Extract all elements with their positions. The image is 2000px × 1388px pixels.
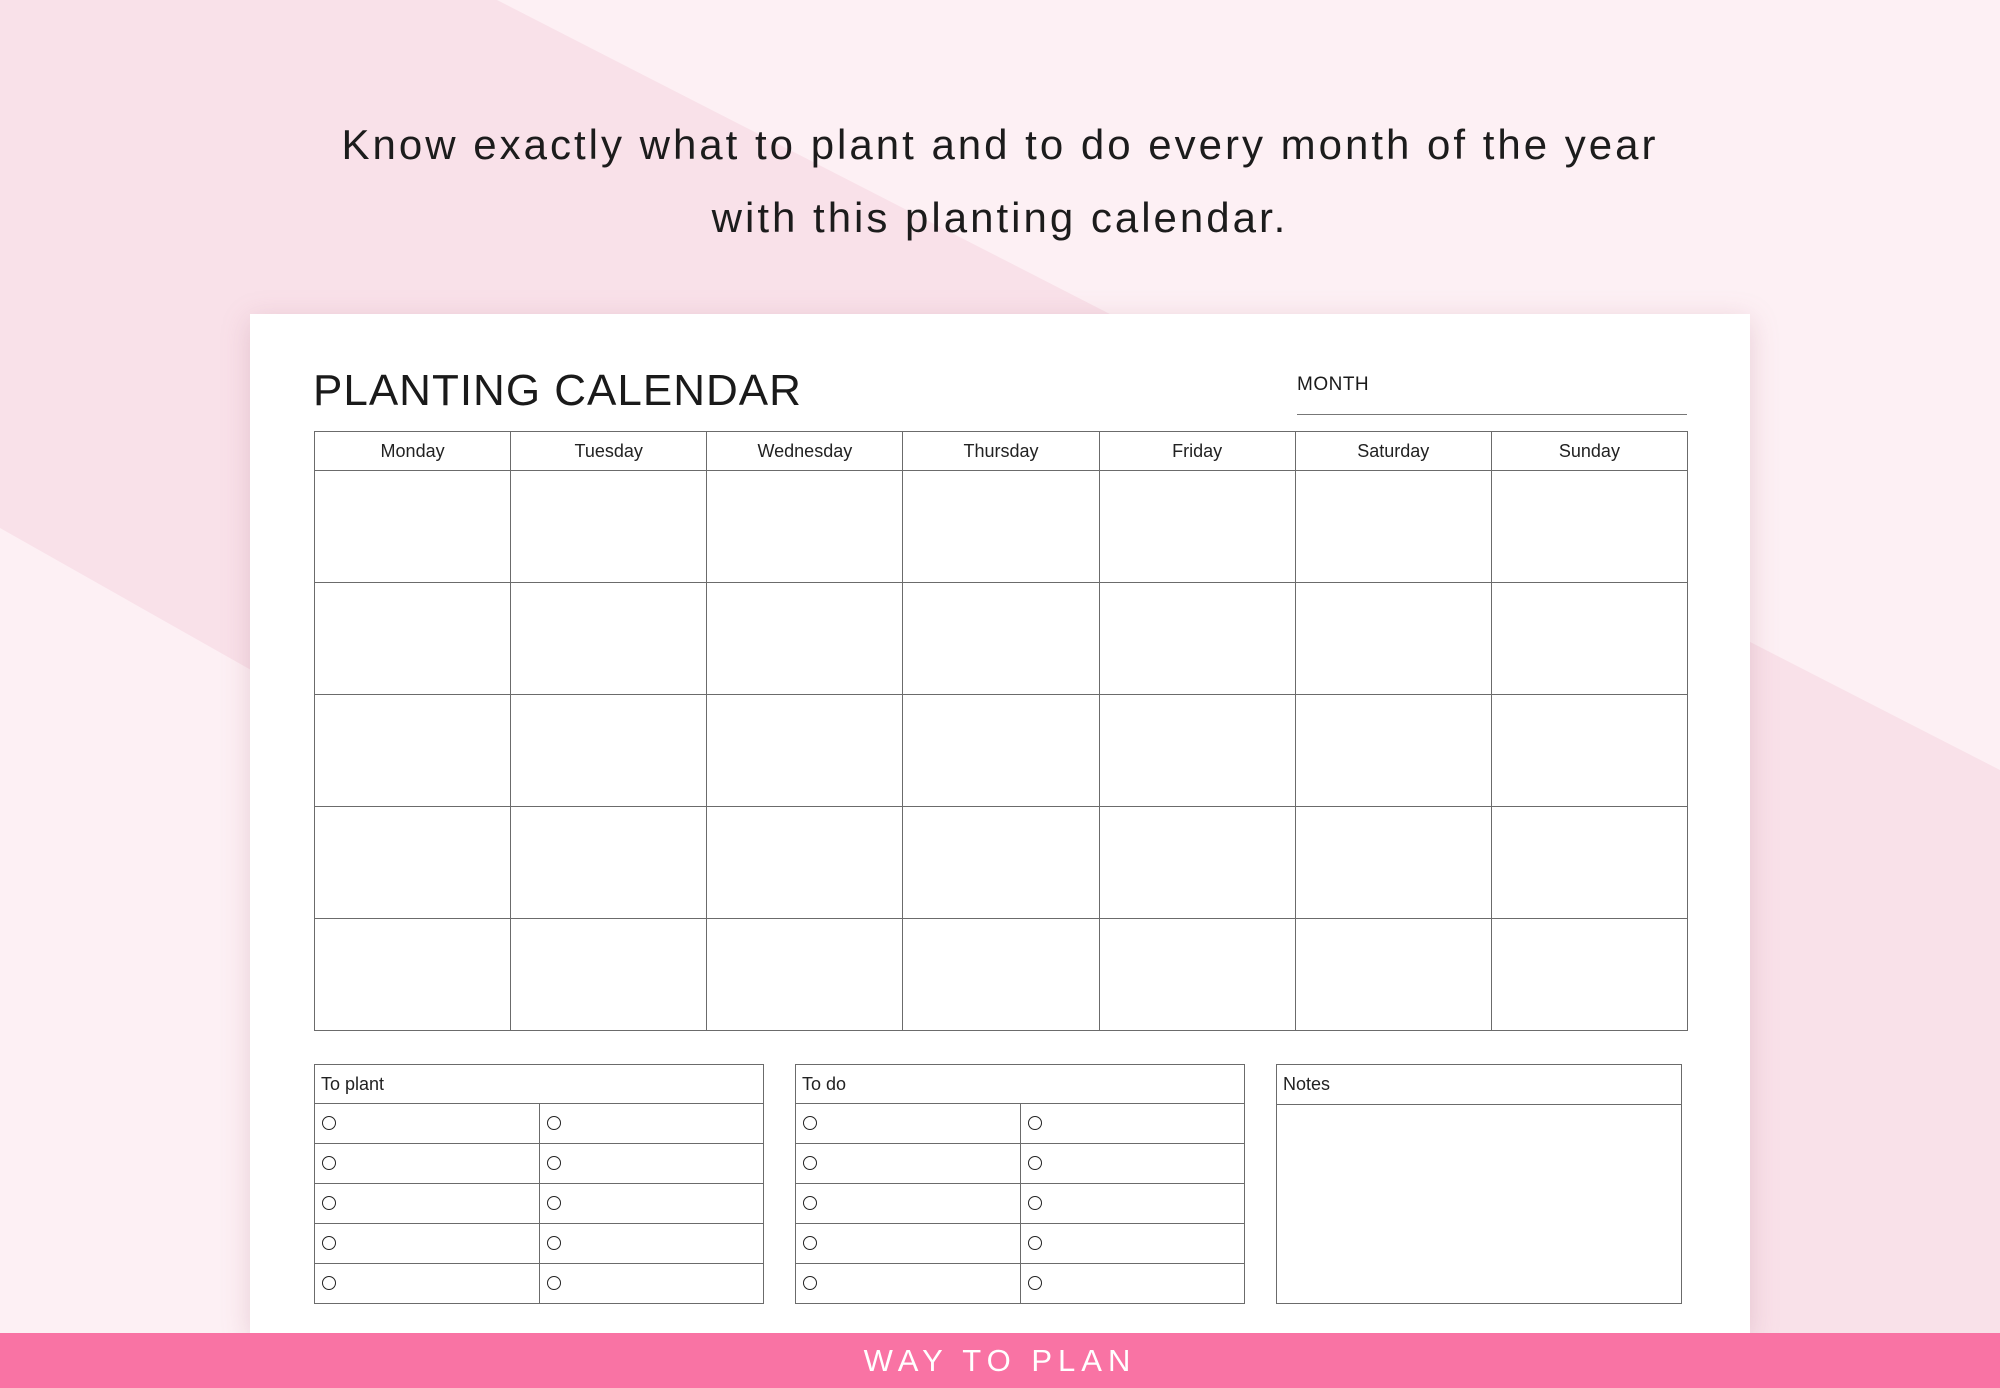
calendar-day-cell[interactable] xyxy=(903,583,1099,695)
headline-line-1: Know exactly what to plant and to do every month of the year xyxy=(341,121,1659,168)
calendar-day-cell[interactable] xyxy=(707,919,903,1031)
calendar-week-row xyxy=(315,919,1688,1031)
checkbox-circle-icon[interactable] xyxy=(803,1276,817,1290)
to-plant-item[interactable] xyxy=(539,1104,764,1144)
calendar-week-row xyxy=(315,583,1688,695)
month-label: MONTH xyxy=(1297,374,1370,395)
to-do-item[interactable] xyxy=(1020,1144,1245,1184)
to-plant-item[interactable] xyxy=(315,1104,540,1144)
calendar-week-row xyxy=(315,471,1688,583)
checkbox-circle-icon[interactable] xyxy=(1028,1196,1042,1210)
list-row xyxy=(315,1184,764,1224)
day-header-saturday: Saturday xyxy=(1295,432,1491,471)
calendar-day-cell[interactable] xyxy=(1099,583,1295,695)
notes-box[interactable] xyxy=(1276,1064,1682,1304)
day-header-friday: Friday xyxy=(1099,432,1295,471)
calendar-day-cell[interactable] xyxy=(1295,695,1491,807)
calendar-day-cell[interactable] xyxy=(511,695,707,807)
calendar-day-cell[interactable] xyxy=(1295,919,1491,1031)
calendar-day-cell[interactable] xyxy=(315,471,511,583)
calendar-week-row xyxy=(315,807,1688,919)
calendar-day-cell[interactable] xyxy=(707,807,903,919)
to-plant-item[interactable] xyxy=(539,1264,764,1304)
day-header-monday: Monday xyxy=(315,432,511,471)
to-do-item[interactable] xyxy=(796,1184,1021,1224)
to-do-item[interactable] xyxy=(1020,1104,1245,1144)
calendar-day-cell[interactable] xyxy=(707,695,903,807)
checkbox-circle-icon[interactable] xyxy=(322,1156,336,1170)
checkbox-circle-icon[interactable] xyxy=(547,1116,561,1130)
calendar-day-cell[interactable] xyxy=(707,471,903,583)
calendar-day-cell[interactable] xyxy=(1491,695,1687,807)
to-do-item[interactable] xyxy=(1020,1224,1245,1264)
brand-name: WAY TO PLAN xyxy=(863,1343,1137,1378)
calendar-day-cell[interactable] xyxy=(903,919,1099,1031)
checkbox-circle-icon[interactable] xyxy=(1028,1236,1042,1250)
to-do-item[interactable] xyxy=(796,1264,1021,1304)
checkbox-circle-icon[interactable] xyxy=(322,1116,336,1130)
list-row xyxy=(796,1184,1245,1224)
calendar-day-cell[interactable] xyxy=(1491,583,1687,695)
calendar-day-cell[interactable] xyxy=(1295,807,1491,919)
checkbox-circle-icon[interactable] xyxy=(547,1276,561,1290)
to-do-item[interactable] xyxy=(796,1104,1021,1144)
list-row xyxy=(315,1264,764,1304)
to-do-list xyxy=(795,1064,1245,1304)
calendar-grid xyxy=(314,431,1688,1031)
calendar-header-row xyxy=(315,432,1688,471)
checkbox-circle-icon[interactable] xyxy=(322,1236,336,1250)
to-plant-list xyxy=(314,1064,764,1304)
day-header-tuesday: Tuesday xyxy=(511,432,707,471)
to-plant-item[interactable] xyxy=(315,1184,540,1224)
list-row xyxy=(315,1144,764,1184)
checkbox-circle-icon[interactable] xyxy=(803,1236,817,1250)
brand-bar xyxy=(0,1333,2000,1388)
checkbox-circle-icon[interactable] xyxy=(1028,1156,1042,1170)
to-plant-item[interactable] xyxy=(539,1224,764,1264)
to-plant-item[interactable] xyxy=(315,1224,540,1264)
list-row xyxy=(796,1144,1245,1184)
month-field[interactable] xyxy=(1297,374,1687,415)
to-do-title: To do xyxy=(796,1065,1245,1104)
calendar-day-cell[interactable] xyxy=(315,695,511,807)
checkbox-circle-icon[interactable] xyxy=(547,1196,561,1210)
day-header-wednesday: Wednesday xyxy=(707,432,903,471)
checkbox-circle-icon[interactable] xyxy=(322,1276,336,1290)
to-do-item[interactable] xyxy=(796,1144,1021,1184)
checkbox-circle-icon[interactable] xyxy=(322,1196,336,1210)
calendar-day-cell[interactable] xyxy=(511,807,707,919)
list-row xyxy=(796,1264,1245,1304)
calendar-day-cell[interactable] xyxy=(1099,807,1295,919)
calendar-day-cell[interactable] xyxy=(1099,471,1295,583)
calendar-day-cell[interactable] xyxy=(903,471,1099,583)
calendar-day-cell[interactable] xyxy=(315,919,511,1031)
calendar-day-cell[interactable] xyxy=(511,919,707,1031)
checkbox-circle-icon[interactable] xyxy=(547,1156,561,1170)
to-do-item[interactable] xyxy=(1020,1184,1245,1224)
checkbox-circle-icon[interactable] xyxy=(803,1156,817,1170)
checkbox-circle-icon[interactable] xyxy=(1028,1116,1042,1130)
notes-title: Notes xyxy=(1277,1065,1681,1105)
list-row xyxy=(315,1224,764,1264)
list-row xyxy=(796,1104,1245,1144)
to-plant-item[interactable] xyxy=(315,1144,540,1184)
day-header-sunday: Sunday xyxy=(1491,432,1687,471)
calendar-day-cell[interactable] xyxy=(315,583,511,695)
checkbox-circle-icon[interactable] xyxy=(803,1116,817,1130)
headline-line-2: with this planting calendar. xyxy=(711,194,1289,241)
calendar-day-cell[interactable] xyxy=(1295,471,1491,583)
to-plant-item[interactable] xyxy=(539,1144,764,1184)
headline xyxy=(0,108,2000,254)
calendar-day-cell[interactable] xyxy=(1099,919,1295,1031)
checkbox-circle-icon[interactable] xyxy=(803,1196,817,1210)
calendar-title: PLANTING CALENDAR xyxy=(313,366,802,415)
day-header-thursday: Thursday xyxy=(903,432,1099,471)
calendar-day-cell[interactable] xyxy=(707,583,903,695)
calendar-day-cell[interactable] xyxy=(315,807,511,919)
calendar-day-cell[interactable] xyxy=(1491,471,1687,583)
calendar-day-cell[interactable] xyxy=(1491,919,1687,1031)
to-plant-item[interactable] xyxy=(315,1264,540,1304)
calendar-week-row xyxy=(315,695,1688,807)
calendar-day-cell[interactable] xyxy=(511,471,707,583)
list-row xyxy=(315,1104,764,1144)
calendar-day-cell[interactable] xyxy=(1099,695,1295,807)
calendar-day-cell[interactable] xyxy=(903,695,1099,807)
calendar-day-cell[interactable] xyxy=(903,807,1099,919)
list-row xyxy=(796,1224,1245,1264)
calendar-day-cell[interactable] xyxy=(1295,583,1491,695)
calendar-day-cell[interactable] xyxy=(1491,807,1687,919)
checkbox-circle-icon[interactable] xyxy=(1028,1276,1042,1290)
checkbox-circle-icon[interactable] xyxy=(547,1236,561,1250)
planting-calendar-sheet xyxy=(250,314,1750,1334)
to-do-item[interactable] xyxy=(796,1224,1021,1264)
to-do-item[interactable] xyxy=(1020,1264,1245,1304)
to-plant-title: To plant xyxy=(315,1065,764,1104)
to-plant-item[interactable] xyxy=(539,1184,764,1224)
calendar-day-cell[interactable] xyxy=(511,583,707,695)
